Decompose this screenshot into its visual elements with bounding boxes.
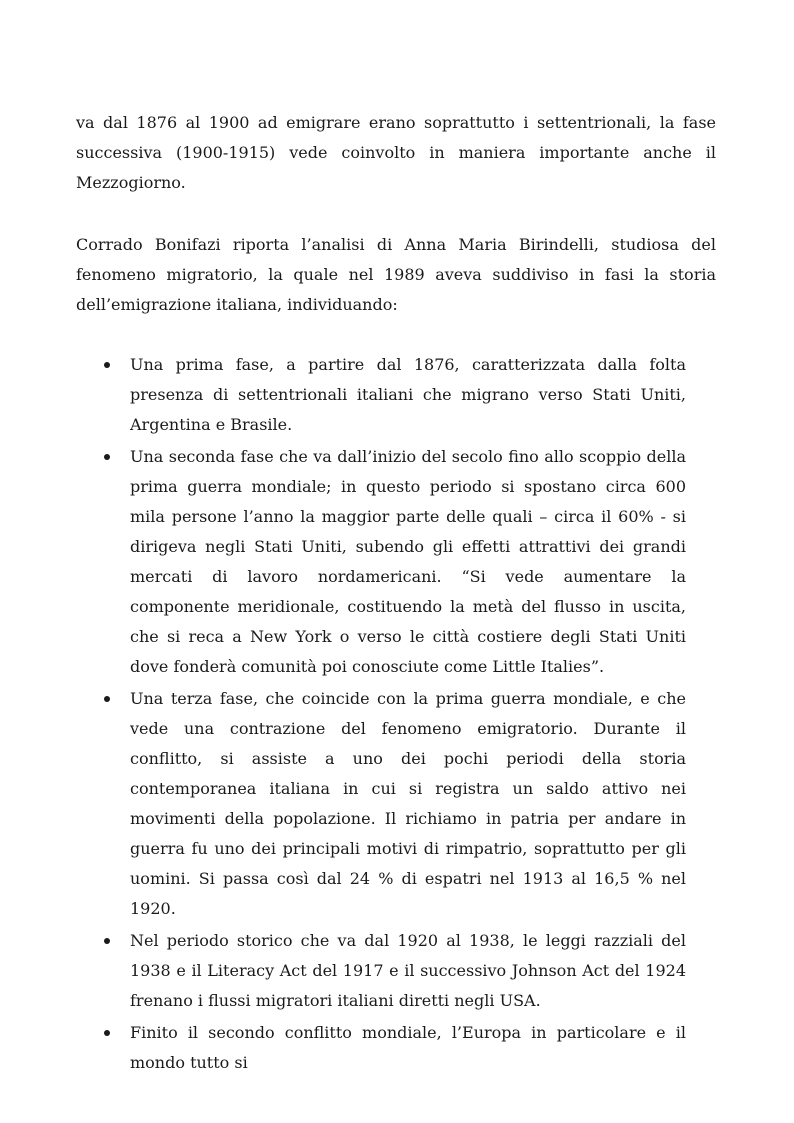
bullet-icon — [104, 362, 110, 368]
list-item — [104, 926, 686, 1016]
bullet-icon — [104, 1030, 110, 1036]
list-item-text: Una seconda fase che va dall’inizio del secolo fino allo scoppio della prima guerra mondiale; in questo periodo si spostano circa 600 mila persone l’anno la maggior parte delle quali – circa il 60% - si dirigeva negli Stati Uniti, subendo gli effetti attrattivi dei grandi mercati di lavoro nordamericani. “Si vede aumentare la componente meridionale, costituendo la metà del flusso in uscita, che si reca a New York o verso le città costiere degli Stati Uniti dove fonderà comunità poi conosciute come Little Italies”. — [130, 447, 686, 676]
list-item-text: Una prima fase, a partire dal 1876, caratterizzata dalla folta presenza di settentrionali italiani che migrano verso Stati Uniti, Argentina e Brasile. — [130, 355, 686, 434]
phases-list — [104, 350, 686, 1078]
list-item — [104, 1018, 686, 1078]
bullet-icon — [104, 454, 110, 460]
list-item-text: Nel periodo storico che va dal 1920 al 1938, le leggi razziali del 1938 e il Literacy Act del 1917 e il successivo Johnson Act del 1924 frenano i flussi migratori italiani diretti negli USA. — [130, 931, 686, 1010]
list-item — [104, 684, 686, 924]
list-item — [104, 442, 686, 682]
bullet-icon — [104, 938, 110, 944]
paragraph-intro: Corrado Bonifazi riporta l’analisi di Anna Maria Birindelli, studiosa del fenomeno migratorio, la quale nel 1989 aveva suddiviso in fasi la storia dell’emigrazione italiana, individuando: — [76, 235, 716, 314]
document-page — [76, 108, 716, 1078]
list-item-text: Una terza fase, che coincide con la prima guerra mondiale, e che vede una contrazione del fenomeno emigratorio. Durante il conflitto, si assiste a uno dei pochi periodi della storia contemporanea italiana in cui si registra un saldo attivo nei movimenti della popolazione. Il richiamo in patria per andare in guerra fu uno dei principali motivi di rimpatrio, soprattutto per gli uomini. Si passa così dal 24 % di espatri nel 1913 al 16,5 % nel 1920. — [130, 689, 686, 918]
bullet-icon — [104, 696, 110, 702]
list-item-text: Finito il secondo conflitto mondiale, l’Europa in particolare e il mondo tutto si — [130, 1023, 686, 1072]
list-item — [104, 350, 686, 440]
paragraph-continuation: va dal 1876 al 1900 ad emigrare erano soprattutto i settentrionali, la fase successiva (1900-1915) vede coinvolto in maniera importante anche il Mezzogiorno. — [76, 113, 716, 192]
